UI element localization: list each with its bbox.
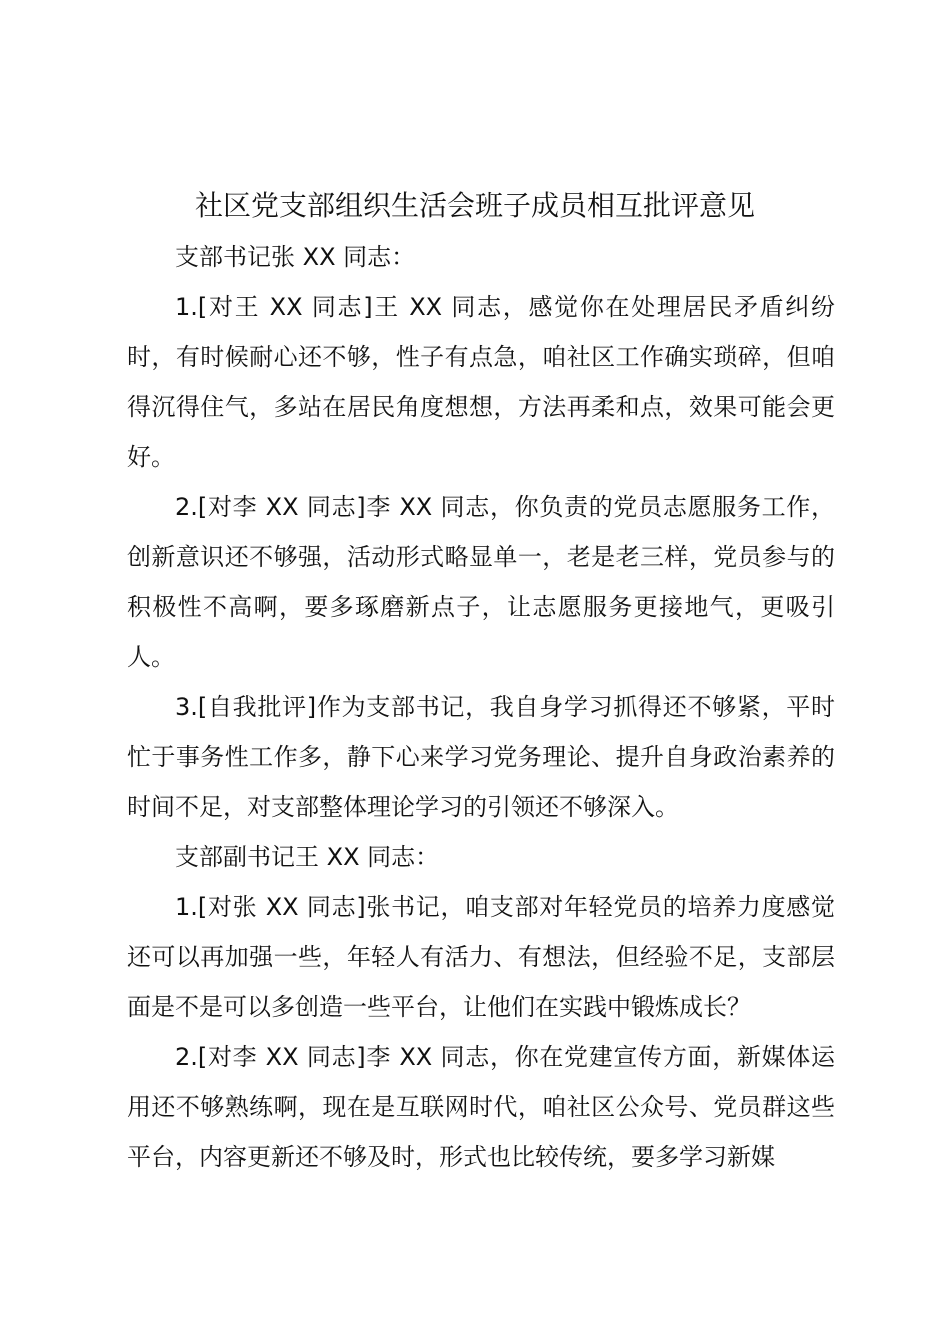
document-title: 社区党支部组织生活会班子成员相互批评意见	[194, 189, 755, 222]
section-heading-secretary: 支部书记张 XX 同志：	[175, 243, 416, 271]
document-body	[127, 232, 835, 1182]
paragraph: 3.[自我批评]作为支部书记，我自身学习抓得还不够紧，平时忙于事务性工作多，静下心来学习党务理论、提升自身政治素养的时间不足，对支部整体理论学习的引领还不够深入。	[127, 693, 835, 821]
paragraph: 2.[对李 XX 同志]李 XX 同志，你在党建宣传方面，新媒体运用还不够熟练啊，现在是互联网时代，咱社区公众号、党员群这些平台，内容更新还不够及时，形式也比较传统，要多学习新媒	[127, 1043, 835, 1171]
paragraph: 2.[对李 XX 同志]李 XX 同志，你负责的党员志愿服务工作，创新意识还不够强，活动形式略显单一，老是老三样，党员参与的积极性不高啊，要多琢磨新点子，让志愿服务更接地气，更吸引人。	[127, 493, 835, 671]
section-heading-deputy-secretary: 支部副书记王 XX 同志：	[175, 843, 440, 871]
paragraph: 1.[对王 XX 同志]王 XX 同志，感觉你在处理居民矛盾纠纷时，有时候耐心还不够，性子有点急，咱社区工作确实琐碎，但咱得沉得住气，多站在居民角度想想，方法再柔和点，效果可能会更好。	[127, 293, 835, 471]
paragraph: 1.[对张 XX 同志]张书记，咱支部对年轻党员的培养力度感觉还可以再加强一些，年轻人有活力、有想法，但经验不足，支部层面是不是可以多创造一些平台，让他们在实践中锻炼成长？	[127, 893, 835, 1021]
